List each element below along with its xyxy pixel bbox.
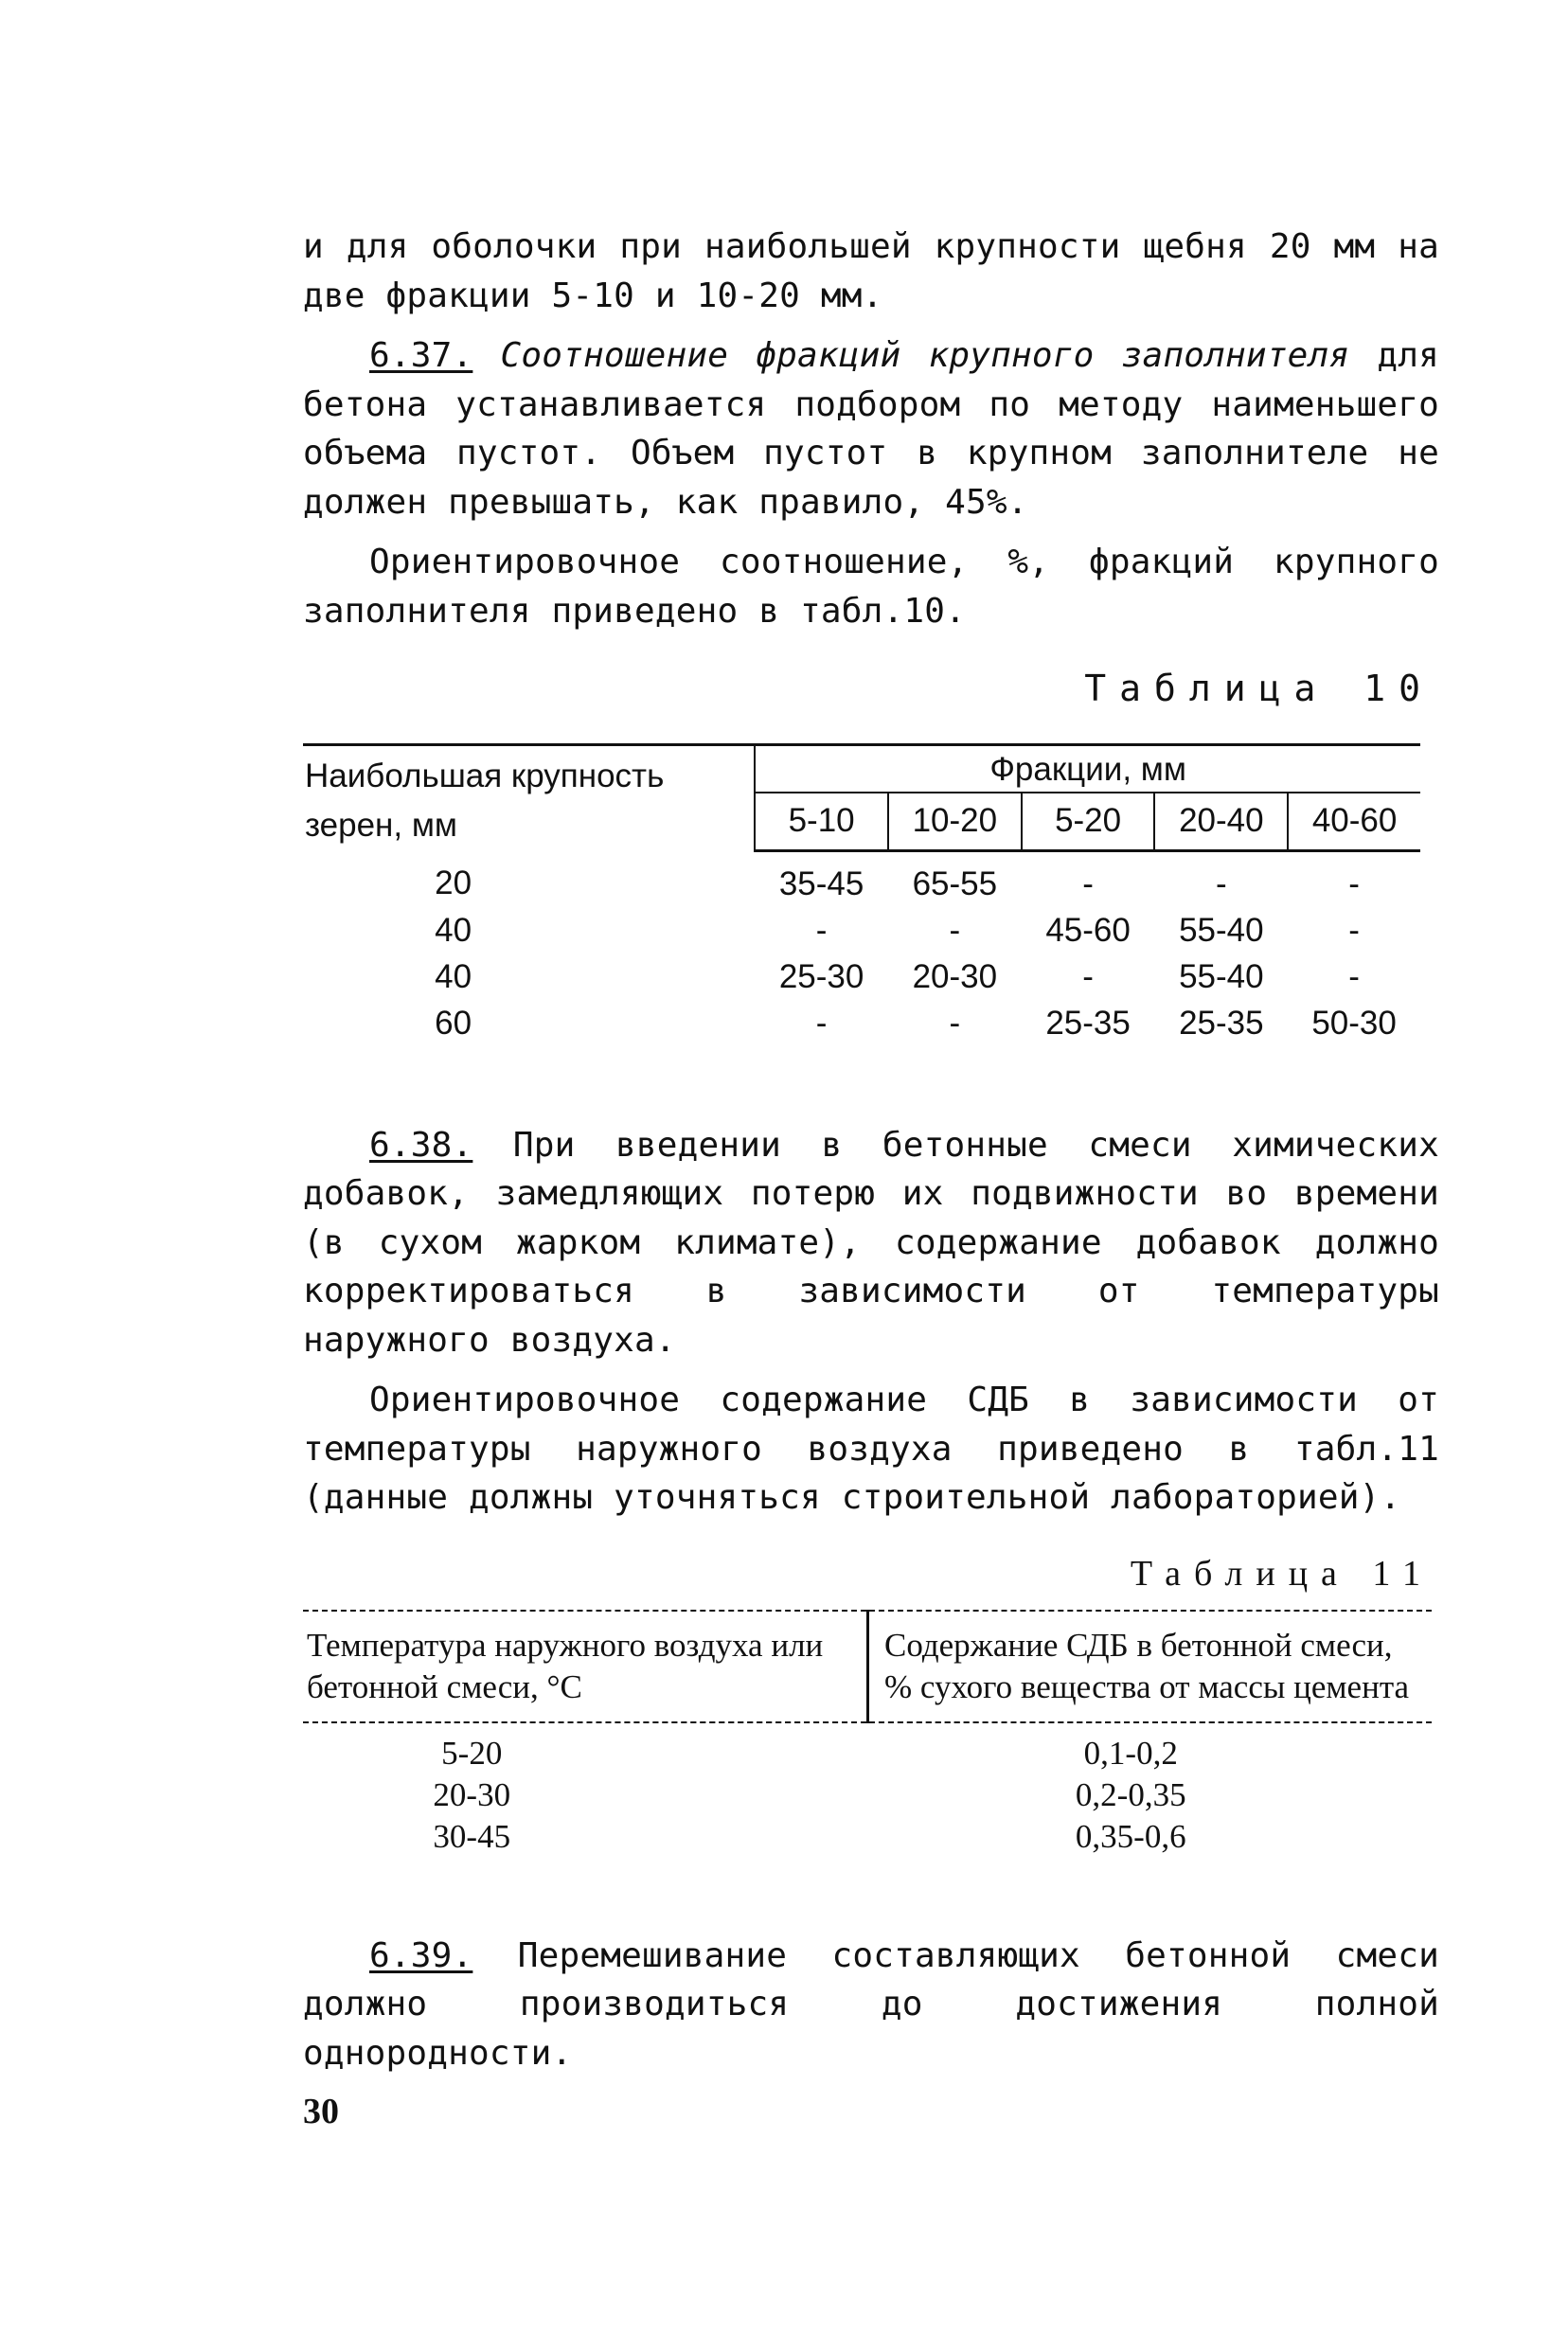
table-cell: - bbox=[1082, 958, 1094, 995]
table-cell: - bbox=[1348, 912, 1360, 949]
section-6-37 bbox=[303, 331, 1439, 526]
section-6-38 bbox=[303, 1121, 1439, 1365]
table10-col-5-20: 5-20 bbox=[1022, 793, 1155, 850]
table10-caption: Таблица 10 bbox=[1084, 668, 1434, 709]
table-cell: - bbox=[949, 912, 961, 949]
table-cell: 35-45 bbox=[778, 865, 864, 902]
table-cell: - bbox=[1348, 958, 1360, 995]
table-cell: 55-40 bbox=[1179, 958, 1264, 995]
table-row bbox=[303, 1722, 1432, 1774]
table-10 bbox=[303, 743, 1420, 1047]
table-cell: 65-55 bbox=[912, 865, 998, 902]
table-cell: 0,2-0,35 bbox=[1075, 1775, 1186, 1813]
table-row bbox=[303, 1001, 1420, 1047]
paragraph-continuation: и для оболочки при наибольшей крупности щебня 20 мм на две фракции 5-10 и 10-20 мм. bbox=[303, 227, 1439, 315]
section-6-39 bbox=[303, 1932, 1439, 2078]
section-number: 6.38. bbox=[369, 1125, 473, 1165]
table10-header-fractions: Фракции, мм bbox=[755, 745, 1420, 793]
table10-col-10-20: 10-20 bbox=[888, 793, 1022, 850]
table-cell: - bbox=[1348, 865, 1360, 902]
table-cell: 25-35 bbox=[1045, 1005, 1131, 1042]
table-cell: 60 bbox=[435, 1005, 472, 1042]
table-row bbox=[303, 1816, 1432, 1858]
document-page bbox=[303, 223, 1439, 2077]
table-cell: 5-20 bbox=[441, 1734, 503, 1772]
section-number: 6.39. bbox=[369, 1935, 473, 1975]
table10-col-20-40: 20-40 bbox=[1154, 793, 1288, 850]
table10-header-size: Наибольшая крупность зерен, мм bbox=[303, 745, 755, 851]
table-row bbox=[303, 1774, 1432, 1816]
table-cell: 25-35 bbox=[1179, 1005, 1264, 1042]
section-number: 6.37. bbox=[369, 336, 473, 375]
table-row bbox=[303, 850, 1420, 908]
table-cell: - bbox=[949, 1005, 961, 1042]
table-cell: - bbox=[1082, 865, 1094, 902]
section-italic-lead: Соотношение фракций крупного заполнителя bbox=[500, 336, 1350, 375]
table-cell: 30-45 bbox=[433, 1817, 511, 1855]
table-cell: 0,1-0,2 bbox=[1083, 1734, 1178, 1772]
table-cell: 55-40 bbox=[1179, 912, 1264, 949]
table-cell: 40 bbox=[435, 958, 472, 995]
table-cell: 20 bbox=[435, 864, 472, 902]
table-cell: 20-30 bbox=[912, 958, 998, 995]
paragraph-table11-reference: Ориентировочное содержание СДБ в зависимости от температуры наружного воздуха приведено в табл.11 (данные должны уточняться строительной лабораторией). bbox=[303, 1381, 1439, 1517]
page-number: 30 bbox=[303, 2092, 339, 2131]
table-cell: 45-60 bbox=[1045, 912, 1131, 949]
table11-caption: Таблица 11 bbox=[1130, 1553, 1434, 1594]
table-cell: 20-30 bbox=[433, 1775, 511, 1813]
table-11 bbox=[303, 1610, 1432, 1858]
table11-header-temperature: Температура наружного воздуха или бетонной смеси, °С bbox=[303, 1611, 868, 1722]
table-cell: 40 bbox=[435, 912, 472, 949]
section-body: для бетона устанавливается подбором по методу наименьшего объема пустот. Объем пустот в крупном заполнителе не должен превышать, как правило, 45%. bbox=[303, 336, 1440, 522]
table-cell: - bbox=[815, 1005, 828, 1042]
table10-col-40-60: 40-60 bbox=[1288, 793, 1420, 850]
table-cell: - bbox=[815, 912, 828, 949]
table-cell: - bbox=[1216, 865, 1227, 902]
table-row bbox=[303, 954, 1420, 1001]
table-row bbox=[303, 908, 1420, 954]
table-cell: 0,35-0,6 bbox=[1075, 1817, 1186, 1855]
table11-header-sdb-content: Содержание СДБ в бетонной смеси, % сухого вещества от массы цемента bbox=[868, 1611, 1433, 1722]
paragraph-table10-reference: Ориентировочное соотношение, %, фракций крупного заполнителя приведено в табл.10. bbox=[303, 543, 1439, 631]
section-body: Перемешивание составляющих бетонной смеси должно производиться до достижения полной однородности. bbox=[303, 1935, 1440, 2073]
table-cell: 50-30 bbox=[1311, 1005, 1397, 1042]
section-body: При введении в бетонные смеси химических добавок, замедляющих потерю их подвижности во времени (в сухом жарком климате), содержание добавок должно корректироваться в зависимости от температуры наружного воздуха. bbox=[303, 1125, 1440, 1360]
table-cell: 25-30 bbox=[778, 958, 864, 995]
table10-col-5-10: 5-10 bbox=[755, 793, 888, 850]
